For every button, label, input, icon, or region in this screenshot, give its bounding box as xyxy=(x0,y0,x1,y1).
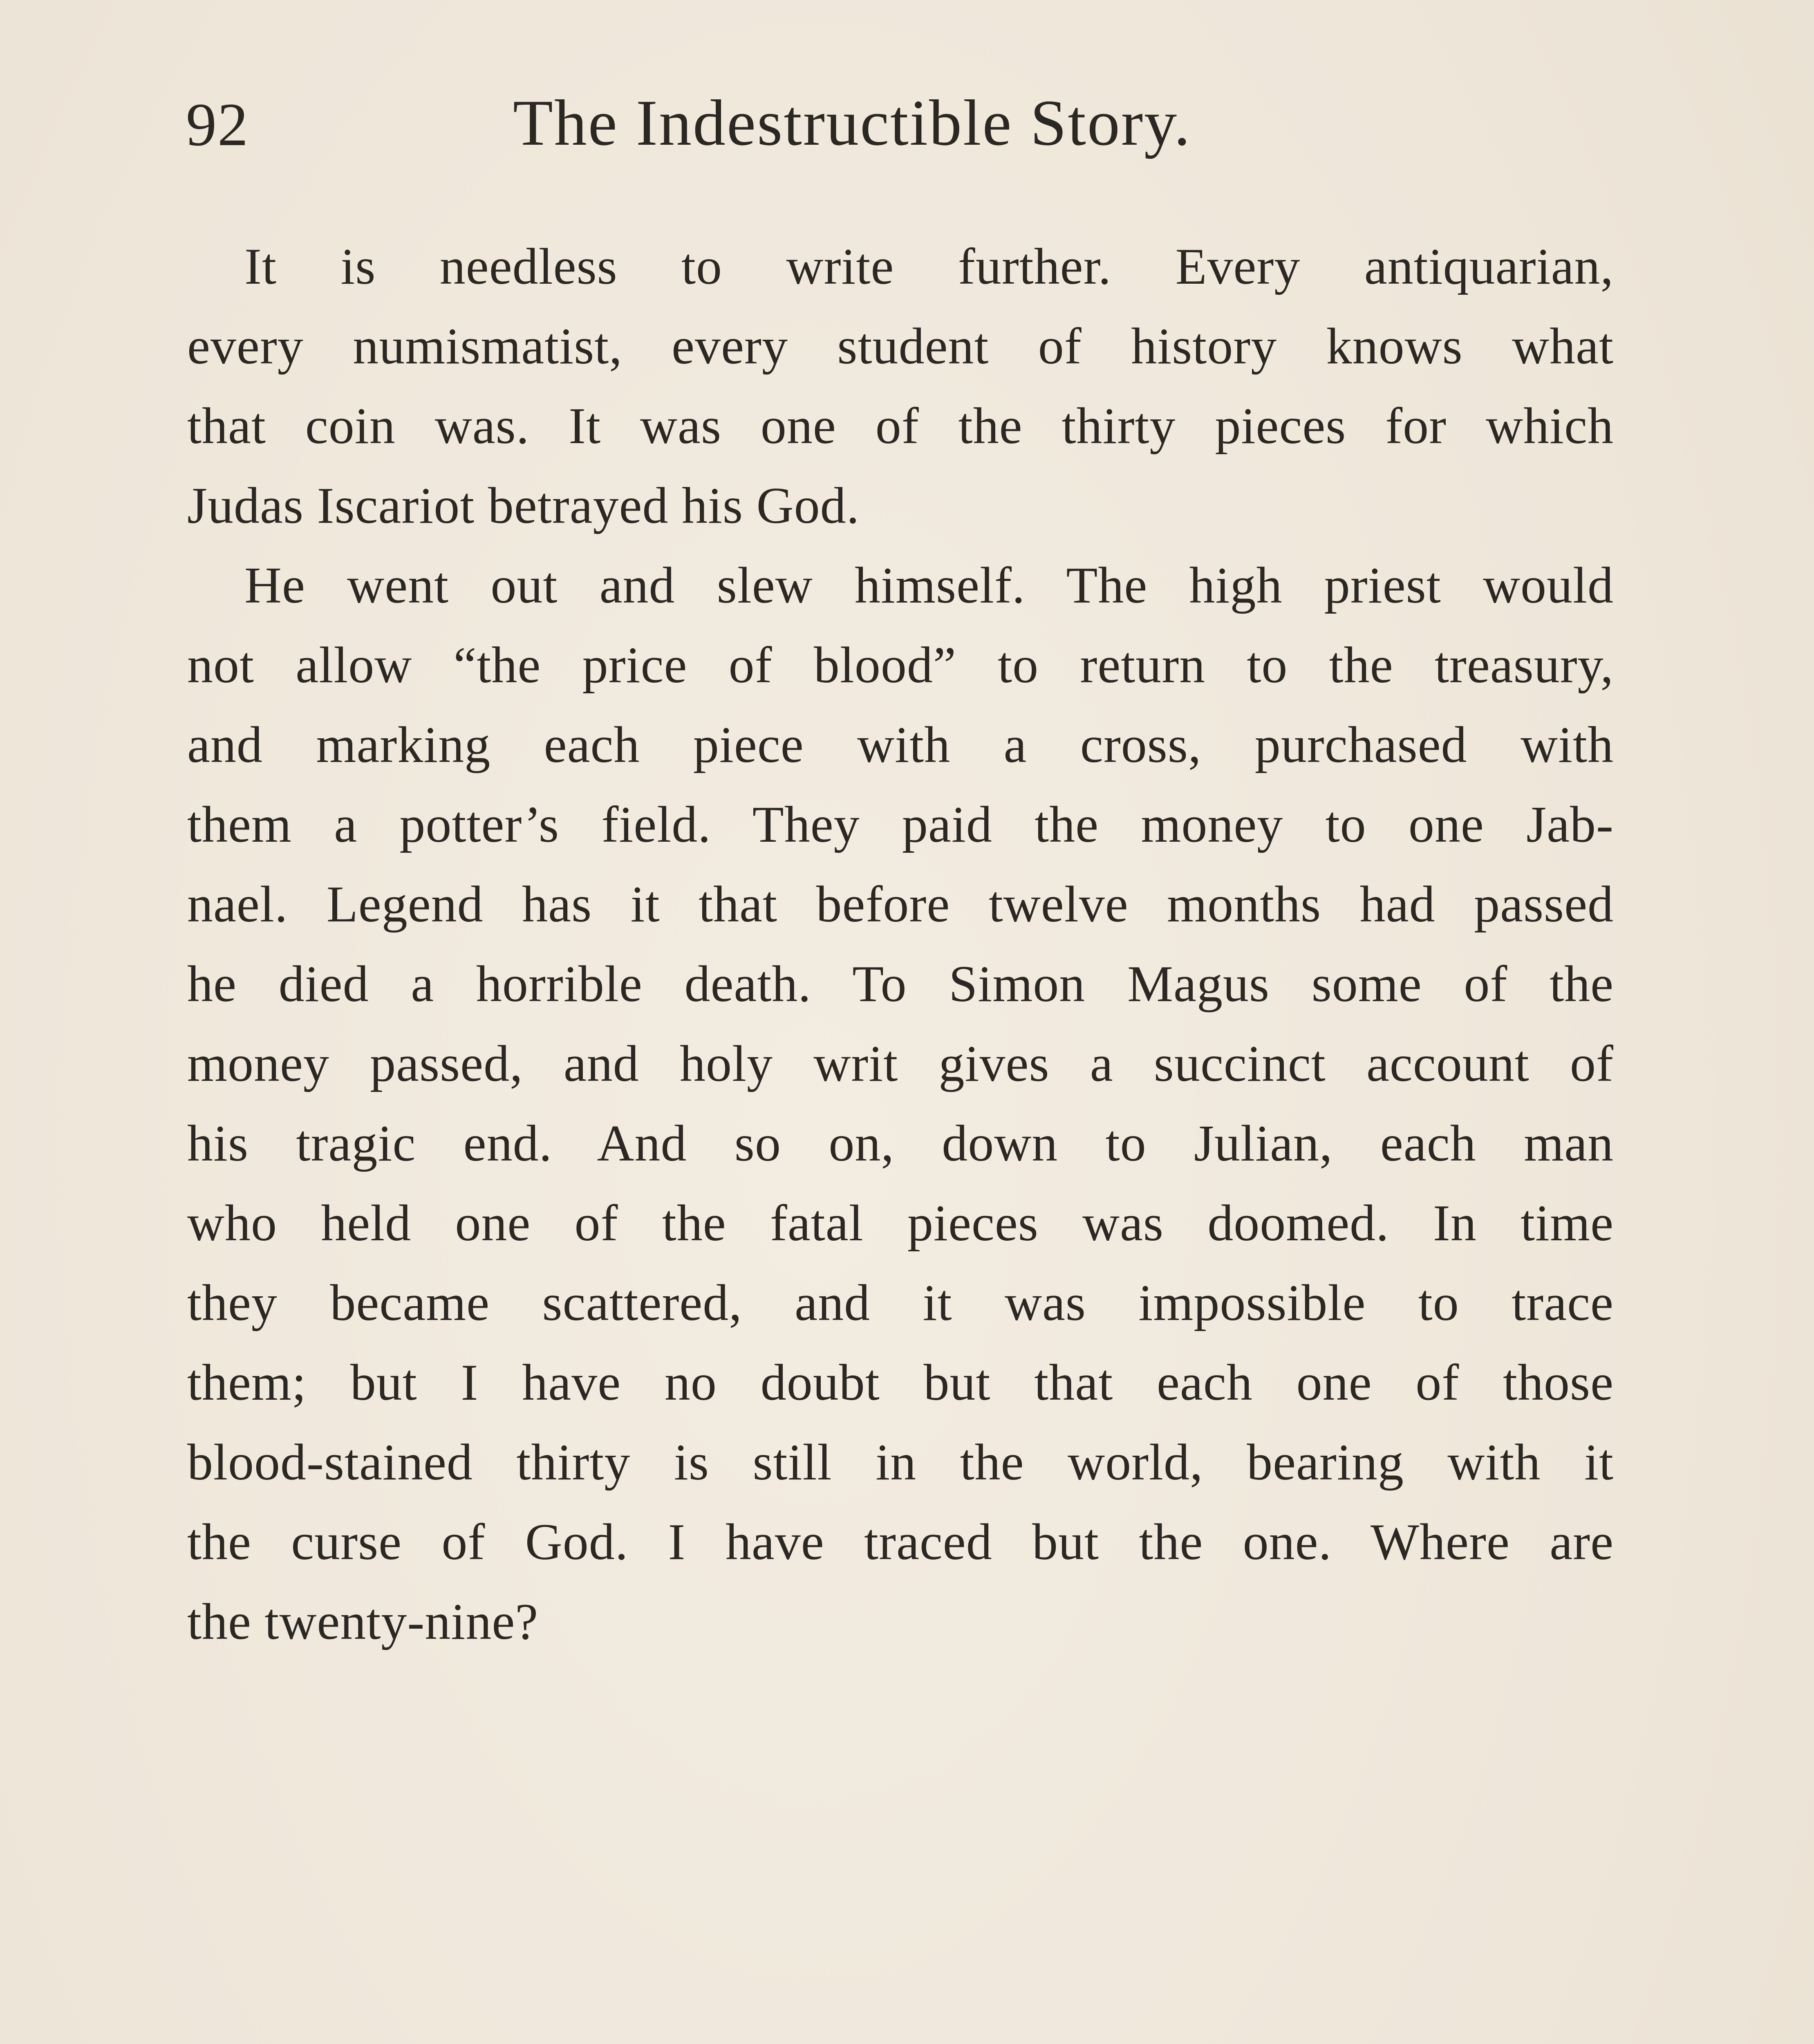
text-line: It is needless to write further. Every antiquarian, xyxy=(244,238,1614,295)
text-line: them a potter’s field. They paid the money to one Jab- xyxy=(187,796,1614,853)
text-line: he died a horrible death. To Simon Magus some of the xyxy=(187,956,1614,1013)
text-line: and marking each piece with a cross, purchased with xyxy=(187,717,1614,773)
text-line: Judas Iscariot betrayed his God. xyxy=(187,477,860,534)
running-head xyxy=(186,82,1617,164)
text-line: not allow “the price of blood” to return to the treasury, xyxy=(187,637,1614,694)
paragraph-1 xyxy=(187,227,1614,546)
page-number: 92 xyxy=(186,91,249,159)
text-line: the twenty-nine? xyxy=(187,1594,539,1650)
text-line: that coin was. It was one of the thirty pieces for which xyxy=(187,398,1614,455)
running-title: The Indestructible Story. xyxy=(513,86,1191,159)
text-line: He went out and slew himself. The high priest would xyxy=(244,557,1614,614)
text-line: nael. Legend has it that before twelve months had passed xyxy=(187,876,1614,933)
text-line: them; but I have no doubt but that each one of those xyxy=(187,1354,1614,1411)
text-line: his tragic end. And so on, down to Julian, each man xyxy=(187,1115,1614,1172)
text-line: who held one of the fatal pieces was doomed. In time xyxy=(187,1195,1614,1252)
text-line: they became scattered, and it was impossible to trace xyxy=(187,1275,1614,1331)
text-line: money passed, and holy writ gives a succinct account of xyxy=(187,1035,1614,1092)
body-text xyxy=(187,227,1614,1662)
text-line: the curse of God. I have traced but the one. Where are xyxy=(187,1514,1614,1571)
paragraph-2 xyxy=(187,546,1614,1662)
text-line: every numismatist, every student of history knows what xyxy=(187,318,1614,375)
text-line: blood-stained thirty is still in the world, bearing with it xyxy=(187,1434,1614,1491)
